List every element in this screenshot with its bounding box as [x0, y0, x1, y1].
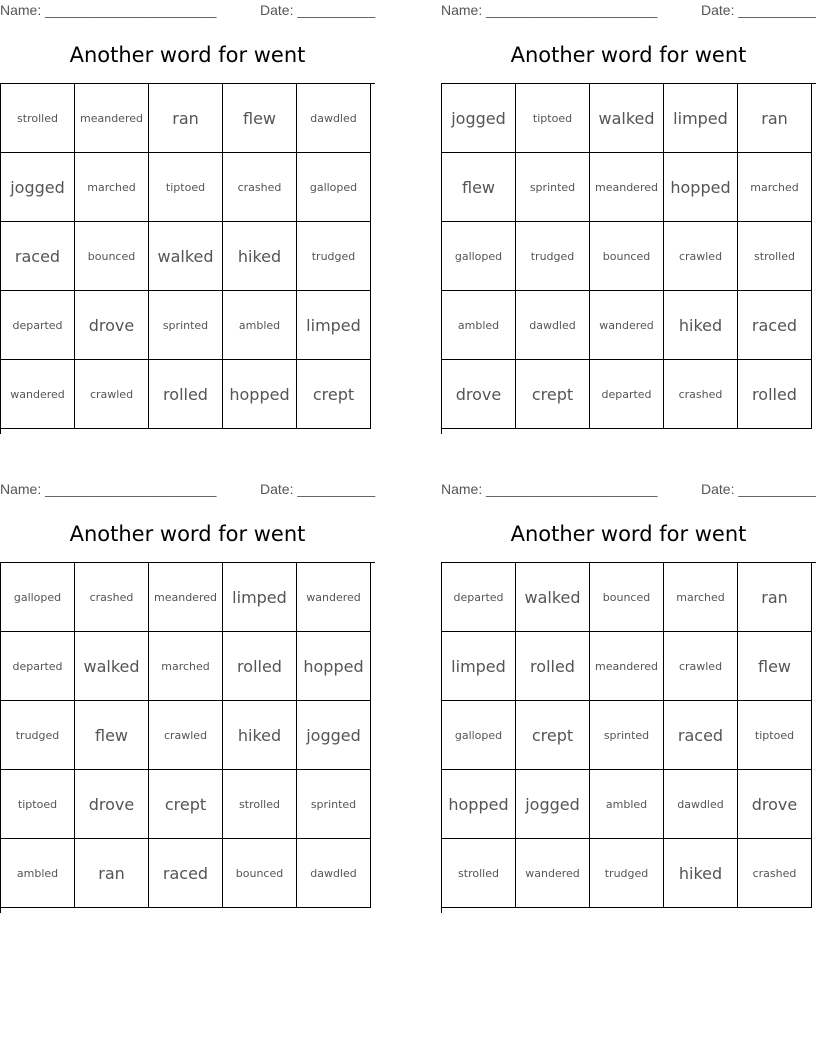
bingo-cell: marched: [149, 632, 223, 701]
bingo-cell: walked: [149, 222, 223, 291]
bingo-cell: bounced: [590, 563, 664, 632]
bingo-cell: trudged: [516, 222, 590, 291]
bingo-cell: hopped: [223, 360, 297, 429]
bingo-cell: rolled: [223, 632, 297, 701]
bingo-cell: departed: [1, 291, 75, 360]
bingo-cell: bounced: [75, 222, 149, 291]
bingo-cell: crashed: [664, 360, 738, 429]
bingo-cell: limped: [297, 291, 371, 360]
bingo-cell: trudged: [1, 701, 75, 770]
date-field: Date: __________: [260, 2, 376, 18]
name-field: Name: ______________________: [0, 2, 217, 18]
bingo-cell: walked: [590, 84, 664, 153]
bingo-grid: [441, 562, 816, 913]
bingo-cell: sprinted: [149, 291, 223, 360]
bingo-cell: hiked: [223, 701, 297, 770]
bingo-cell: strolled: [442, 839, 516, 908]
bingo-cell: walked: [75, 632, 149, 701]
bingo-cell: flew: [75, 701, 149, 770]
bingo-cell: rolled: [149, 360, 223, 429]
bingo-cell: hiked: [664, 291, 738, 360]
bingo-card: [0, 479, 376, 919]
bingo-cell: jogged: [442, 84, 516, 153]
bingo-cell: flew: [442, 153, 516, 222]
name-field: Name: ______________________: [441, 2, 658, 18]
bingo-cell: galloped: [1, 563, 75, 632]
bingo-cell: hiked: [223, 222, 297, 291]
name-field: Name: ______________________: [0, 481, 217, 497]
bingo-cell: galloped: [297, 153, 371, 222]
bingo-cell: tiptoed: [149, 153, 223, 222]
bingo-cell: strolled: [223, 770, 297, 839]
bingo-cell: ambled: [442, 291, 516, 360]
bingo-cell: raced: [1, 222, 75, 291]
card-title: Another word for went: [510, 43, 747, 67]
bingo-cell: ambled: [223, 291, 297, 360]
bingo-cell: crawled: [149, 701, 223, 770]
bingo-cell: dawdled: [297, 839, 371, 908]
bingo-cell: jogged: [516, 770, 590, 839]
name-date-line: [441, 2, 816, 20]
bingo-cell: crawled: [75, 360, 149, 429]
name-date-line: [441, 481, 816, 499]
bingo-cell: dawdled: [297, 84, 371, 153]
bingo-cell: crept: [516, 360, 590, 429]
bingo-cell: ran: [738, 84, 812, 153]
bingo-cell: departed: [442, 563, 516, 632]
bingo-cell: rolled: [516, 632, 590, 701]
name-date-line: [0, 2, 376, 20]
bingo-cell: meandered: [75, 84, 149, 153]
bingo-cell: trudged: [590, 839, 664, 908]
bingo-card: [441, 0, 816, 440]
card-title: Another word for went: [510, 522, 747, 546]
bingo-cell: wandered: [590, 291, 664, 360]
bingo-cell: marched: [738, 153, 812, 222]
bingo-cell: sprinted: [590, 701, 664, 770]
bingo-cell: rolled: [738, 360, 812, 429]
bingo-cell: jogged: [1, 153, 75, 222]
bingo-cell: marched: [664, 563, 738, 632]
bingo-cell: sprinted: [297, 770, 371, 839]
bingo-grid: [441, 83, 816, 434]
bingo-cell: drove: [738, 770, 812, 839]
bingo-cell: crashed: [223, 153, 297, 222]
bingo-cell: walked: [516, 563, 590, 632]
bingo-cell: meandered: [149, 563, 223, 632]
card-title: Another word for went: [69, 43, 306, 67]
bingo-cell: tiptoed: [1, 770, 75, 839]
bingo-cell: wandered: [1, 360, 75, 429]
bingo-cell: dawdled: [664, 770, 738, 839]
bingo-cell: crept: [297, 360, 371, 429]
bingo-cell: jogged: [297, 701, 371, 770]
bingo-grid: [0, 562, 375, 913]
bingo-cell: galloped: [442, 701, 516, 770]
bingo-cell: ambled: [1, 839, 75, 908]
bingo-cell: drove: [75, 770, 149, 839]
bingo-cell: meandered: [590, 153, 664, 222]
bingo-cell: drove: [75, 291, 149, 360]
bingo-cell: raced: [149, 839, 223, 908]
name-date-line: [0, 481, 376, 499]
date-field: Date: __________: [701, 2, 816, 18]
name-field: Name: ______________________: [441, 481, 658, 497]
bingo-cell: strolled: [738, 222, 812, 291]
bingo-cell: wandered: [297, 563, 371, 632]
bingo-cell: crept: [149, 770, 223, 839]
bingo-cell: dawdled: [516, 291, 590, 360]
bingo-cell: tiptoed: [516, 84, 590, 153]
bingo-cell: crashed: [75, 563, 149, 632]
bingo-cell: wandered: [516, 839, 590, 908]
bingo-cell: hopped: [442, 770, 516, 839]
bingo-cell: departed: [590, 360, 664, 429]
bingo-cell: crept: [516, 701, 590, 770]
bingo-cell: bounced: [590, 222, 664, 291]
bingo-cell: meandered: [590, 632, 664, 701]
bingo-cell: ran: [738, 563, 812, 632]
bingo-cell: galloped: [442, 222, 516, 291]
bingo-grid: [0, 83, 375, 434]
bingo-cell: flew: [223, 84, 297, 153]
bingo-cell: limped: [223, 563, 297, 632]
bingo-cell: raced: [738, 291, 812, 360]
bingo-cell: crawled: [664, 222, 738, 291]
bingo-cell: sprinted: [516, 153, 590, 222]
bingo-cell: hiked: [664, 839, 738, 908]
date-field: Date: __________: [701, 481, 816, 497]
bingo-cell: crashed: [738, 839, 812, 908]
bingo-cell: crawled: [664, 632, 738, 701]
bingo-cell: hopped: [297, 632, 371, 701]
bingo-card: [441, 479, 816, 919]
bingo-cell: flew: [738, 632, 812, 701]
bingo-cell: bounced: [223, 839, 297, 908]
bingo-cell: trudged: [297, 222, 371, 291]
bingo-cell: limped: [442, 632, 516, 701]
bingo-cell: strolled: [1, 84, 75, 153]
date-field: Date: __________: [260, 481, 376, 497]
bingo-cell: ran: [149, 84, 223, 153]
bingo-card: [0, 0, 376, 440]
bingo-cell: raced: [664, 701, 738, 770]
bingo-cell: ambled: [590, 770, 664, 839]
bingo-cell: departed: [1, 632, 75, 701]
bingo-cell: hopped: [664, 153, 738, 222]
bingo-cell: tiptoed: [738, 701, 812, 770]
bingo-cell: drove: [442, 360, 516, 429]
bingo-cell: marched: [75, 153, 149, 222]
card-title: Another word for went: [69, 522, 306, 546]
bingo-cell: ran: [75, 839, 149, 908]
bingo-cell: limped: [664, 84, 738, 153]
